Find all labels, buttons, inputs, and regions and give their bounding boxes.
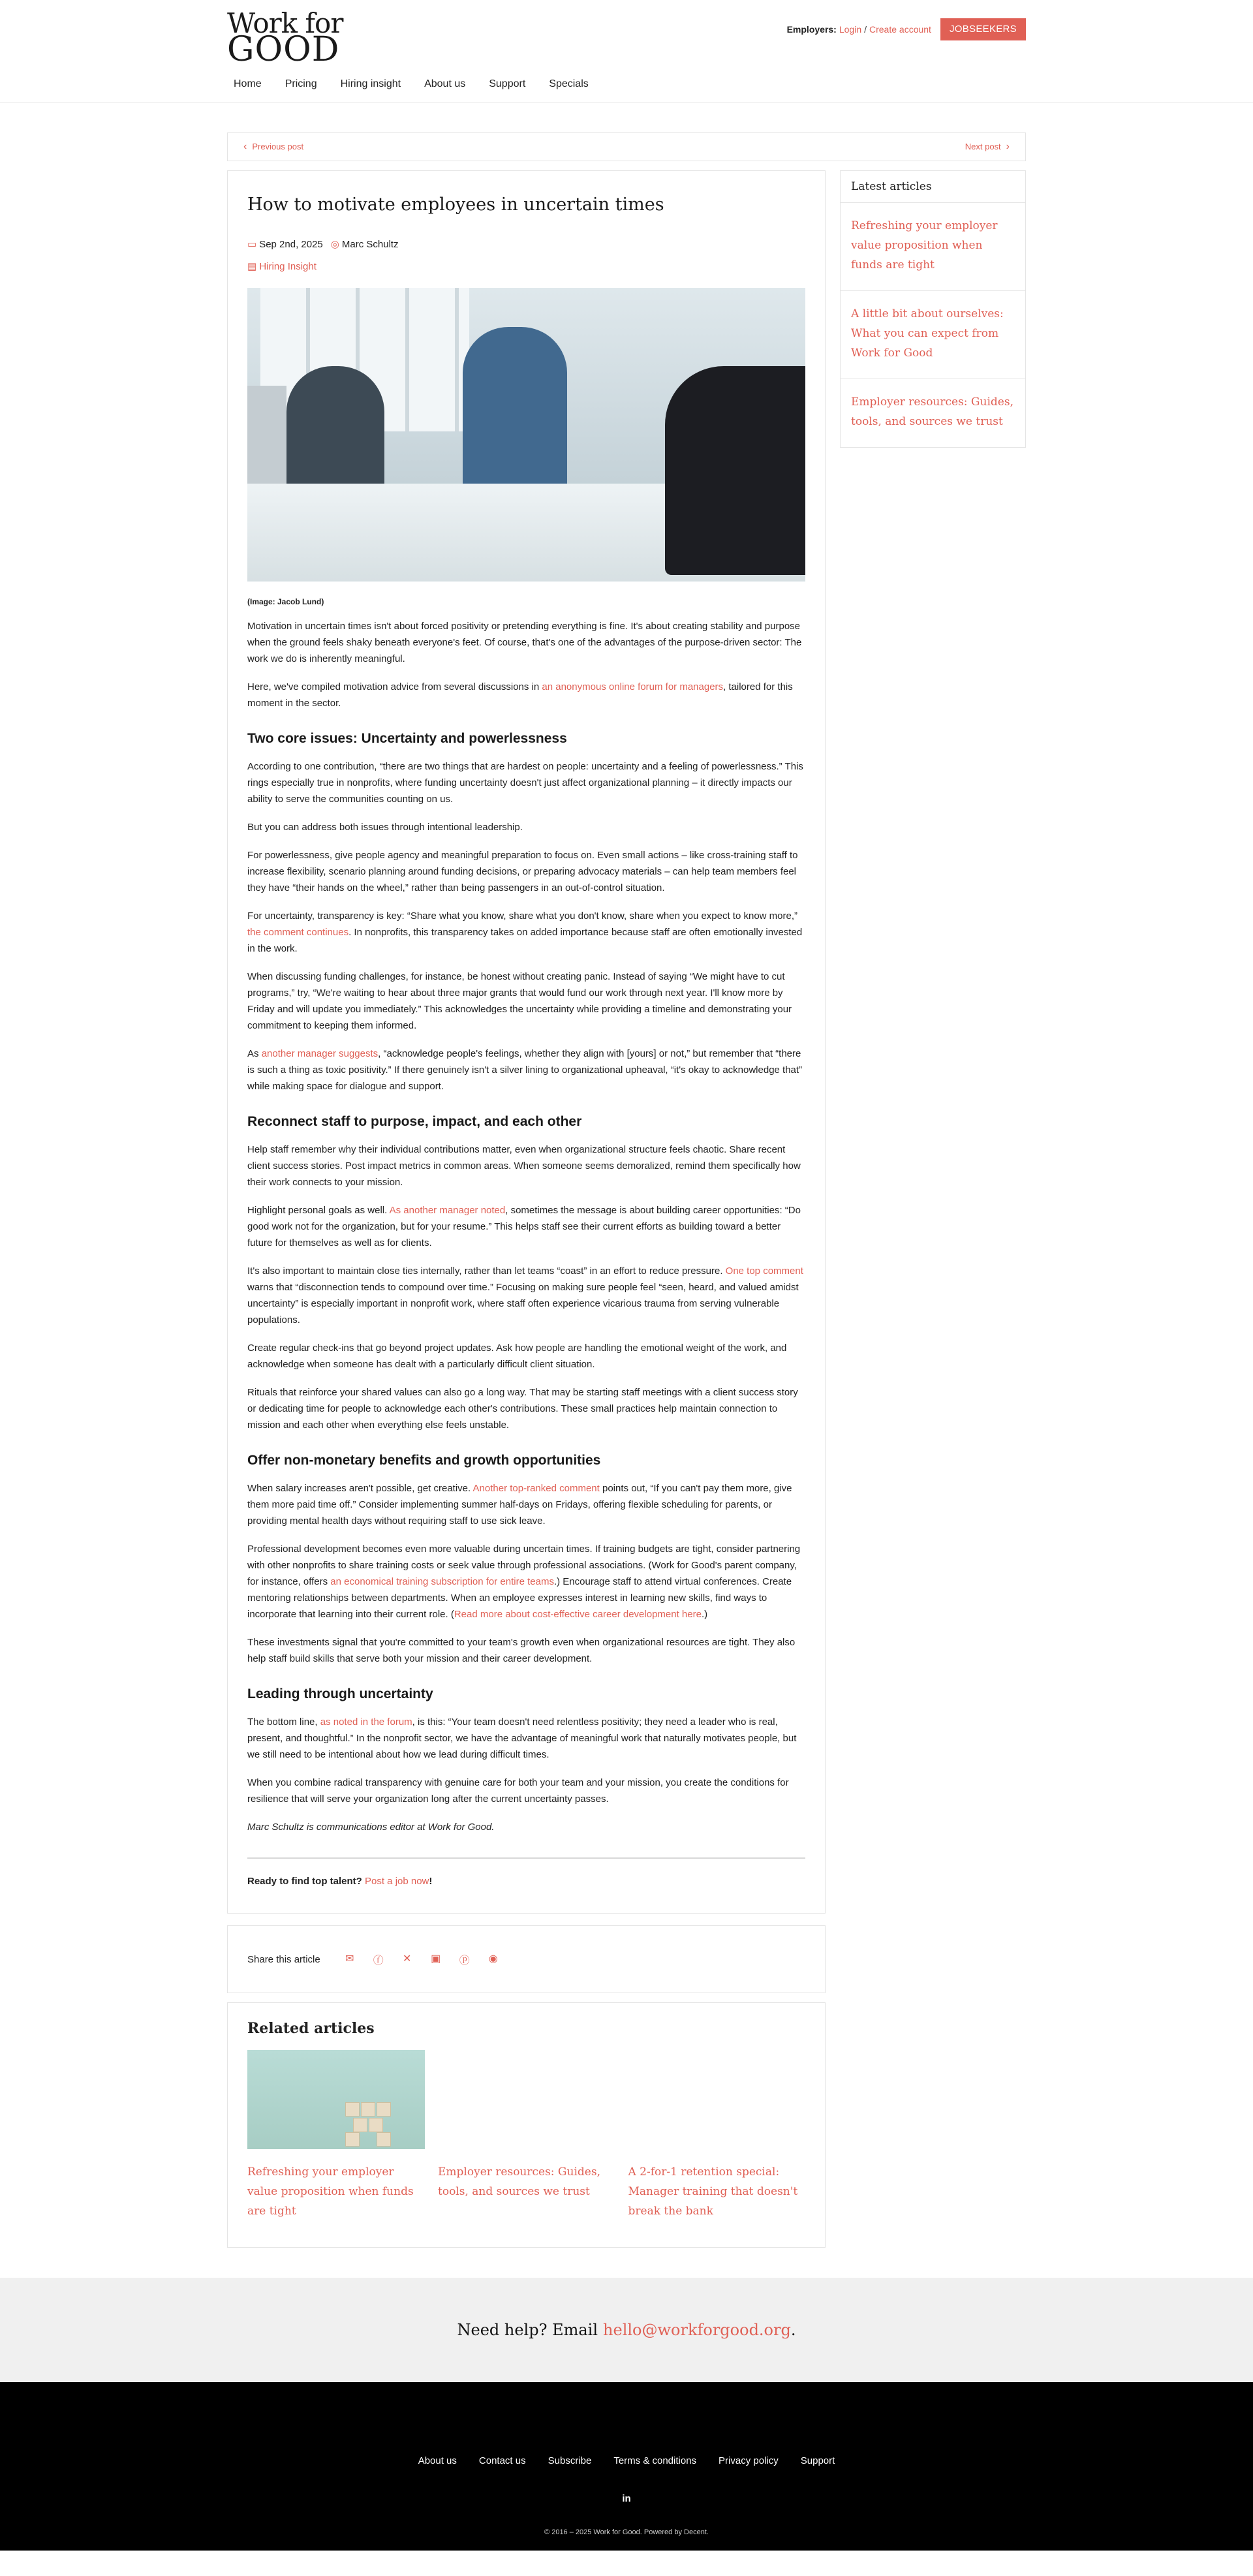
- logo-line-1: Work for: [227, 7, 343, 39]
- chevron-right-icon: ›: [1006, 141, 1010, 152]
- paragraph: [247, 679, 805, 711]
- cta-text: Ready to find top talent?: [247, 1876, 365, 1887]
- article-meta: [247, 238, 805, 250]
- x-icon[interactable]: ✕: [403, 1953, 412, 1964]
- section-heading: Reconnect staff to purpose, impact, and each other: [247, 1114, 582, 1129]
- previous-post-link[interactable]: [238, 141, 303, 153]
- nav-hiring-insight[interactable]: Hiring insight: [340, 78, 401, 89]
- copyright: © 2016 – 2025 Work for Good. Powered by Decent.: [544, 2528, 709, 2536]
- logo-line-2: GOOD: [227, 30, 340, 69]
- author-signature: [247, 1819, 805, 1835]
- footer-subscribe[interactable]: Subscribe: [548, 2455, 592, 2466]
- article: [227, 170, 826, 1914]
- manager-noted-link[interactable]: As another manager noted: [389, 1205, 506, 1216]
- text: , tailored for this moment in the sector.: [247, 681, 793, 709]
- nav-about-us[interactable]: About us: [424, 78, 466, 89]
- related-article-link[interactable]: Refreshing your employer value proposition when funds are tight: [247, 2165, 414, 2218]
- paragraph: Motivation in uncertain times isn't about forced positivity or pretending everything is fine. It's about creating stability and purpose when the ground feels shaky beneath everyone's feet. Of course, that's one of the advantages of the purpose-driven sector: The work we do is inherently meaningful.: [247, 621, 802, 664]
- text: Here, we've compiled motivation advice from several discussions in: [247, 681, 542, 692]
- paragraph: When discussing funding challenges, for instance, be honest without creating panic. Instead of saying “We might have to cut programs,” try, “We're waiting to hear about three major grants that would fund our work through next year. I'll know more by Friday and will update you immediately.” This acknowledges the uncertainty while providing a timeline and demonstrating your commitment to keeping them informed.: [247, 971, 792, 1031]
- block-shape: [353, 2118, 367, 2132]
- footer-privacy[interactable]: Privacy policy: [719, 2455, 779, 2466]
- employers-label: Employers:: [786, 24, 837, 35]
- text: , “acknowledge people's feelings, whether they align with [yours] or not,” but remember that “there is such a thing as toxic positivity.” If there genuinely isn't a silver lining to organizational upheaval, “it's okay to acknowledge that” while making space for dialogue and support.: [247, 1048, 803, 1092]
- training-subscription-link[interactable]: an economical training subscription for entire teams: [330, 1576, 554, 1587]
- person-shape-3: [665, 366, 805, 575]
- content-area: [227, 170, 1026, 1914]
- sidebar-article-link[interactable]: Employer resources: Guides, tools, and sources we trust: [851, 396, 1013, 428]
- employer-links: [787, 18, 1026, 40]
- text: It's also important to maintain close ties internally, rather than let teams “coast” in an effort to reduce pressure.: [247, 1265, 726, 1277]
- help-end: .: [790, 2321, 796, 2339]
- paragraph: [247, 908, 805, 957]
- related-article-link[interactable]: A 2-for-1 retention special: Manager training that doesn't break the bank: [628, 2165, 798, 2218]
- nav-home[interactable]: Home: [234, 78, 262, 89]
- section-heading: Two core issues: Uncertainty and powerlessness: [247, 731, 567, 746]
- site-logo[interactable]: [227, 7, 343, 69]
- jobseekers-button[interactable]: JOBSEEKERS: [940, 18, 1026, 40]
- signature-text: Marc Schultz is communications editor at Work for Good.: [247, 1822, 495, 1833]
- paragraph: [247, 1046, 805, 1094]
- sidebar-article-link[interactable]: Refreshing your employer value proposition when funds are tight: [841, 203, 1025, 291]
- folder-icon: ▤: [247, 261, 260, 272]
- manager-suggests-link[interactable]: another manager suggests: [261, 1048, 379, 1059]
- text: For uncertainty, transparency is key: “Share what you know, share what you don't know, share when you expect to know more,”: [247, 910, 798, 922]
- block-shape: [377, 2132, 391, 2147]
- block-shape: [377, 2102, 391, 2117]
- career-development-link[interactable]: Read more about cost-effective career development here: [454, 1609, 702, 1620]
- author-text: Marc Schultz: [341, 239, 399, 250]
- paragraph: [247, 1263, 805, 1328]
- cta-end: !: [429, 1876, 433, 1887]
- nav-support[interactable]: Support: [489, 78, 526, 89]
- create-account-link[interactable]: Create account: [869, 24, 931, 35]
- block-shape: [369, 2118, 383, 2132]
- site-footer: [0, 2382, 1253, 2551]
- paragraph: When you combine radical transparency with genuine care for both your team and your mission, you create the conditions for resilience that will serve your organization long after the current uncertainty passes.: [247, 1777, 789, 1805]
- paragraph: But you can address both issues through intentional leadership.: [247, 822, 523, 833]
- envelope-icon[interactable]: ✉: [345, 1953, 354, 1964]
- date-text: Sep 2nd, 2025: [259, 239, 323, 250]
- related-item: [438, 2050, 615, 2221]
- help-banner: [0, 2278, 1253, 2382]
- reddit-icon[interactable]: ◉: [488, 1953, 498, 1964]
- image-caption: (Image: Jacob Lund): [247, 597, 324, 606]
- related-articles: [227, 2002, 826, 2248]
- help-email-link[interactable]: hello@workforgood.org: [603, 2321, 791, 2339]
- login-link[interactable]: Login: [839, 24, 862, 35]
- article-author: [331, 238, 399, 250]
- text: .) Encourage staff to attend virtual conferences. Create mentoring relationships between departments. When an employee expresses interest in learning new skills, find ways to incorporate that learning into their current role. (: [247, 1576, 792, 1620]
- category-link[interactable]: [247, 260, 805, 272]
- main-nav: [234, 78, 589, 90]
- footer-contact-us[interactable]: Contact us: [478, 2455, 526, 2466]
- paragraph: [247, 1480, 805, 1529]
- hero-image: [247, 288, 805, 582]
- separator: /: [864, 24, 867, 35]
- latest-articles-sidebar: [840, 170, 1026, 448]
- text: When salary increases aren't possible, get creative.: [247, 1483, 473, 1494]
- user-icon: ◎: [330, 239, 339, 250]
- nav-specials[interactable]: Specials: [549, 78, 589, 89]
- related-item: [628, 2050, 806, 2221]
- share-bar: [227, 1925, 826, 1993]
- post-navigation: [227, 132, 1026, 161]
- calendar-icon: ▭: [247, 239, 257, 250]
- top-ranked-comment-link[interactable]: Another top-ranked comment: [472, 1483, 600, 1494]
- article-date: [247, 238, 323, 250]
- text: As: [247, 1048, 262, 1059]
- chevron-left-icon: ‹: [243, 141, 247, 152]
- block-shape: [345, 2102, 360, 2117]
- section-heading: Leading through uncertainty: [247, 1686, 433, 1701]
- category-text: Hiring Insight: [259, 261, 317, 272]
- related-thumbnail[interactable]: [247, 2050, 425, 2149]
- paragraph: For powerlessness, give people agency and meaningful preparation to focus on. Even small actions – like cross-training staff to increase flexibility, scenario planning around funding decisions, or preparing advocacy materials – can help team members feel they have “their hands on the wheel,” rather than being passengers in an out-of-control situation.: [247, 850, 798, 893]
- text: , sometimes the message is about building career opportunities: “Do good work not for the organization, but for your resume.” This helps staff see their current efforts as building toward a better future for themselves as well as for clients.: [247, 1205, 801, 1249]
- paragraph: [247, 1202, 805, 1251]
- help-text: Need help? Email: [457, 2321, 598, 2339]
- paragraph: Create regular check-ins that go beyond project updates. Ask how people are handling the emotional weight of the work, and acknowledge when someone has dealt with a particularly difficult client situation.: [247, 1342, 787, 1370]
- pinterest-icon[interactable]: ⓟ: [459, 1955, 470, 1966]
- text: Professional development becomes even more valuable during uncertain times. If training budgets are tight, consider partnering with other nonprofits to share training costs or seek value through professional associations. (Work for Good's parent company, for instance, offers: [247, 1544, 801, 1587]
- comment-link[interactable]: the comment continues: [247, 927, 349, 938]
- forum-link[interactable]: an anonymous online forum for managers: [542, 681, 724, 692]
- sidebar-title: Latest articles: [841, 171, 1025, 203]
- post-job-link[interactable]: Post a job now: [365, 1876, 429, 1887]
- paragraph: Help staff remember why their individual contributions matter, even when organizational structure feels chaotic. Share recent client success stories. Post impact metrics in common areas. When someone seems demoralized, remind them specifically how their work connects to your mission.: [247, 1144, 801, 1188]
- nav-pricing[interactable]: Pricing: [285, 78, 317, 89]
- share-label: Share this article: [247, 1953, 320, 1965]
- text: warns that “disconnection tends to compound over time.” Focusing on making sure people feel “seen, heard, and valued amidst uncertainty” is especially important in nonprofit work, where staff often experience vicarious trauma from serving vulnerable populations.: [247, 1282, 799, 1326]
- section-heading: Offer non-monetary benefits and growth opportunities: [247, 1453, 601, 1468]
- forum-noted-link[interactable]: as noted in the forum: [320, 1716, 412, 1728]
- text: , is this: “Your team doesn't need relentless positivity; they need a leader who is real, present, and thoughtful.” In the nonprofit sector, we have the advantage of meaningful work that naturally motivates people, but we still need to be intentional about how we lead during difficult times.: [247, 1716, 797, 1760]
- next-post-link[interactable]: [965, 141, 1015, 153]
- footer-links: [0, 2455, 1253, 2466]
- next-post-label: Next post: [965, 142, 1001, 151]
- related-article-link[interactable]: Employer resources: Guides, tools, and sources we trust: [438, 2165, 600, 2198]
- footer-terms[interactable]: Terms & conditions: [613, 2455, 697, 2466]
- facebook-icon[interactable]: ⓕ: [373, 1955, 384, 1966]
- previous-post-label: Previous post: [252, 142, 304, 151]
- related-item: [247, 2050, 425, 2221]
- share-icons: [343, 1952, 501, 1967]
- divider: [247, 1857, 805, 1859]
- footer-support[interactable]: Support: [800, 2455, 835, 2466]
- paragraph: These investments signal that you're committed to your team's growth even when organizational resources are tight. They also help staff build skills that serve both your mission and their career development.: [247, 1637, 796, 1664]
- block-shape: [345, 2132, 360, 2147]
- paragraph: According to one contribution, “there are two things that are hardest on people: uncertainty and a feeling of powerlessness.” This rings especially true in nonprofits, where funding uncertainty doesn't just affect organizational planning – it directly impacts our ability to serve the communities counting on us.: [247, 761, 803, 805]
- related-title: Related articles: [247, 2020, 375, 2037]
- text: . In nonprofits, this transparency takes on added importance because staff are often emotionally invested in the work.: [247, 927, 803, 954]
- text: points out, “If you can't pay them more, give them more paid time off.” Consider implementing summer half-days on Fridays, offering flexible scheduling for parents, or providing mental health days without requiring staff to use sick leave.: [247, 1483, 792, 1527]
- cta: [247, 1876, 805, 1887]
- article-title: How to motivate employees in uncertain times: [247, 194, 664, 215]
- paragraph: [247, 1714, 805, 1763]
- top-comment-link[interactable]: One top comment: [725, 1265, 803, 1277]
- text: Highlight personal goals as well.: [247, 1205, 390, 1216]
- related-row: [247, 2050, 805, 2221]
- text: .): [701, 1609, 708, 1620]
- linkedin-icon[interactable]: in: [622, 2493, 631, 2504]
- sidebar-article-link[interactable]: A little bit about ourselves: What you can expect from Work for Good: [841, 291, 1025, 379]
- paragraph: [247, 1541, 805, 1622]
- paragraph: Rituals that reinforce your shared values can also go a long way. That may be starting staff meetings with a client success story or dedicating time for people to acknowledge each other's contributions. These small practices help maintain connection to mission and each other when everything else feels unstable.: [247, 1387, 798, 1431]
- article-body: [247, 618, 805, 1835]
- site-header: [0, 0, 1253, 103]
- block-shape: [361, 2102, 375, 2117]
- footer-about-us[interactable]: About us: [418, 2455, 457, 2466]
- linkedin-icon[interactable]: ▣: [431, 1953, 441, 1964]
- text: The bottom line,: [247, 1716, 320, 1728]
